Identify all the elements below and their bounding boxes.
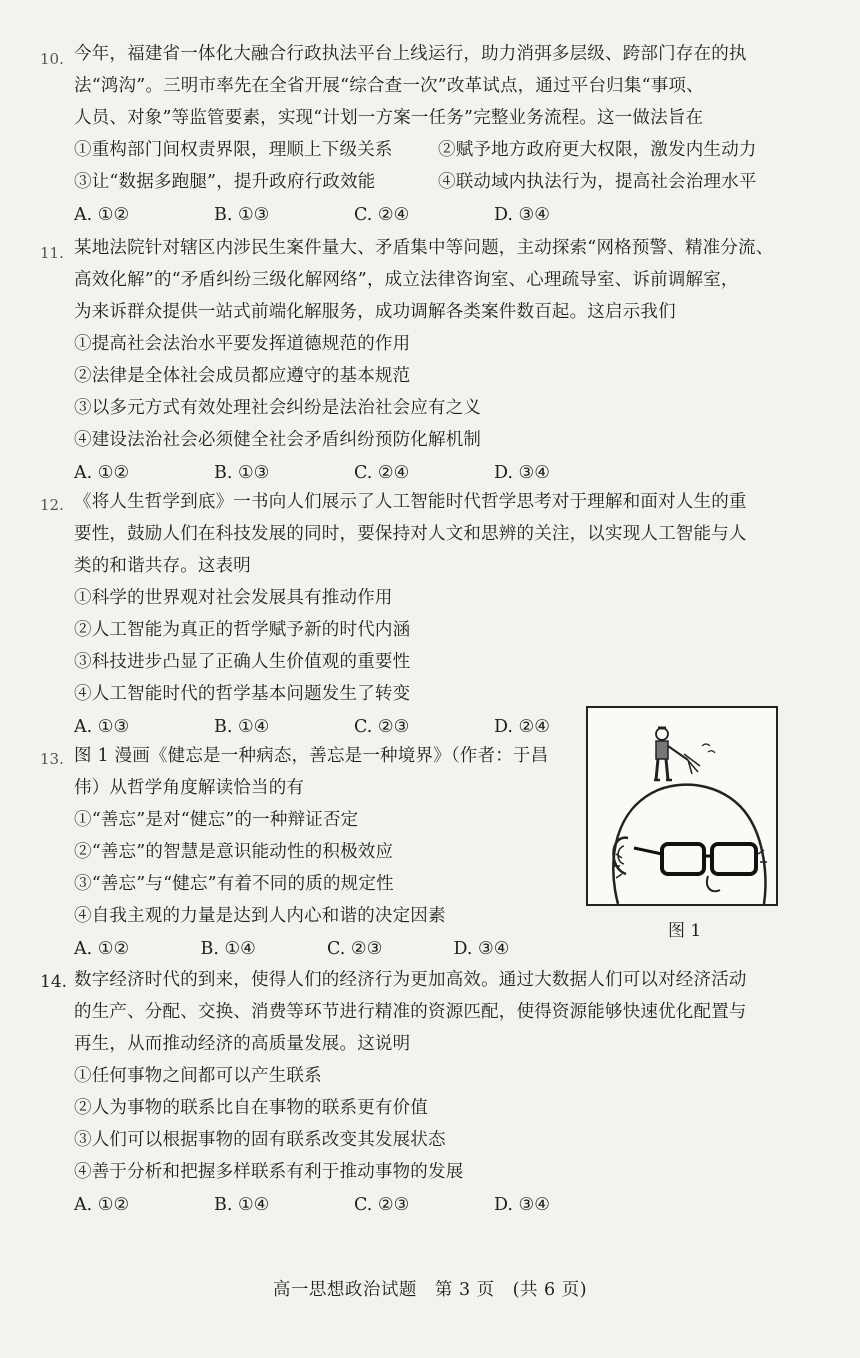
- choice-d: D. ③④: [494, 463, 550, 483]
- stem-line: 再生，从而推动经济的高质量发展。这说明: [74, 1034, 411, 1054]
- choice-a: A. ①③: [74, 717, 130, 737]
- option-list: [74, 328, 800, 456]
- page-footer: 高一思想政治试题 第 3 页 (共 6 页): [272, 1280, 588, 1300]
- answer-choices: [74, 932, 580, 966]
- stem-line: 《将人生哲学到底》一书向人们展示了人工智能时代哲学思考对于理解和面对人生的重: [74, 492, 747, 512]
- stem-line: 今年，福建省一体化大融合行政执法平台上线运行，助力消弭多层级、跨部门存在的执: [74, 44, 747, 64]
- stem-line: 人员、对象”等监管要素，实现“计划一方案一任务”完整业务流程。这一做法旨在: [74, 108, 704, 128]
- choice-c: C. ②③: [354, 1195, 410, 1215]
- cartoon-illustration: [588, 708, 776, 904]
- option-list: [74, 804, 580, 932]
- choice-b: B. ①③: [214, 205, 270, 225]
- choice-c: C. ②④: [354, 205, 410, 225]
- question-stem: [74, 38, 800, 134]
- stem-line: 要性，鼓励人们在科技发展的同时，要保持对人文和思辨的关注，以实现人工智能与人: [74, 524, 747, 544]
- choice-b: B. ①④: [200, 939, 256, 959]
- question-stem: [74, 740, 580, 804]
- choice-d: D. ③④: [494, 1195, 550, 1215]
- question-number: 11.: [40, 244, 64, 262]
- answer-choices: [74, 198, 800, 232]
- option-4: ④建设法治社会必须健全社会矛盾纠纷预防化解机制: [74, 430, 482, 450]
- option-list: [74, 134, 800, 198]
- choice-b: B. ①④: [214, 1195, 270, 1215]
- option-2: ②赋予地方政府更大权限，激发内生动力: [438, 140, 757, 160]
- choice-d: D. ③④: [494, 205, 550, 225]
- stem-line: 数字经济时代的到来，使得人们的经济行为更加高效。通过大数据人们可以对经济活动: [74, 970, 747, 990]
- choice-b: B. ①③: [214, 463, 270, 483]
- question-number: 12.: [40, 496, 64, 514]
- option-3: ③“善忘”与“健忘”有着不同的质的规定性: [74, 874, 394, 894]
- question-11: [40, 232, 800, 490]
- choice-b: B. ①④: [214, 717, 270, 737]
- option-3: ③以多元方式有效处理社会纠纷是法治社会应有之义: [74, 398, 482, 418]
- stem-line: 的生产、分配、交换、消费等环节进行精准的资源匹配，使得资源能够快速优化配置与: [74, 1002, 747, 1022]
- choice-a: A. ①②: [74, 939, 130, 959]
- option-4: ④善于分析和把握多样联系有利于推动事物的发展: [74, 1162, 464, 1182]
- figure-caption: 图 1: [668, 921, 702, 941]
- option-row: [74, 134, 800, 166]
- answer-choices: [74, 1188, 800, 1222]
- question-stem: [74, 964, 800, 1060]
- option-3: ③让“数据多跑腿”，提升政府行政效能: [74, 172, 376, 192]
- stem-line: 法“鸿沟”。三明市率先在全省开展“综合查一次”改革试点，通过平台归集“事项、: [74, 76, 704, 96]
- question-13: [40, 740, 580, 966]
- stem-line: 为来诉群众提供一站式前端化解服务，成功调解各类案件数百起。这启示我们: [74, 302, 676, 322]
- option-list: [74, 582, 800, 710]
- option-1: ①“善忘”是对“健忘”的一种辩证否定: [74, 810, 359, 830]
- choice-a: A. ①②: [74, 1195, 130, 1215]
- option-4: ④人工智能时代的哲学基本问题发生了转变: [74, 684, 411, 704]
- option-2: ②人为事物的联系比自在事物的联系更有价值: [74, 1098, 428, 1118]
- option-3: ③人们可以根据事物的固有联系改变其发展状态: [74, 1130, 446, 1150]
- stem-line: 图 1 漫画《健忘是一种病态，善忘是一种境界》（作者：于昌: [74, 746, 549, 766]
- question-number: 14.: [40, 972, 68, 992]
- option-1: ①任何事物之间都可以产生联系: [74, 1066, 322, 1086]
- option-3: ③科技进步凸显了正确人生价值观的重要性: [74, 652, 411, 672]
- choice-c: C. ②④: [354, 463, 410, 483]
- question-number: 10.: [40, 50, 64, 68]
- option-1: ①提高社会法治水平要发挥道德规范的作用: [74, 334, 411, 354]
- choice-c: C. ②③: [327, 939, 383, 959]
- stem-line: 伟）从哲学角度解读恰当的有: [74, 778, 305, 798]
- question-10: [40, 38, 800, 232]
- question-14: [40, 964, 800, 1222]
- stem-line: 某地法院针对辖区内涉民生案件量大、矛盾集中等问题，主动探索“网格预警、精准分流、: [74, 238, 774, 258]
- option-2: ②人工智能为真正的哲学赋予新的时代内涵: [74, 620, 411, 640]
- question-stem: [74, 486, 800, 582]
- question-stem: [74, 232, 800, 328]
- option-2: ②“善忘”的智慧是意识能动性的积极效应: [74, 842, 394, 862]
- option-row: [74, 166, 800, 198]
- option-4: ④联动域内执法行为，提高社会治理水平: [438, 172, 757, 192]
- option-4: ④自我主观的力量是达到人内心和谐的决定因素: [74, 906, 446, 926]
- answer-choices: [74, 456, 800, 490]
- choice-c: C. ②③: [354, 717, 410, 737]
- stem-line: 类的和谐共存。这表明: [74, 556, 251, 576]
- option-1: ①科学的世界观对社会发展具有推动作用: [74, 588, 393, 608]
- choice-d: D. ③④: [453, 939, 510, 959]
- stem-line: 高效化解”的“矛盾纠纷三级化解网络”，成立法律咨询室、心理疏导室、诉前调解室，: [74, 270, 739, 290]
- option-2: ②法律是全体社会成员都应遵守的基本规范: [74, 366, 411, 386]
- option-list: [74, 1060, 800, 1188]
- question-number: 13.: [40, 750, 64, 768]
- cartoon-figure: [586, 706, 778, 906]
- choice-a: A. ①②: [74, 205, 130, 225]
- choice-a: A. ①②: [74, 463, 130, 483]
- option-1: ①重构部门间权责界限，理顺上下级关系: [74, 140, 393, 160]
- choice-d: D. ②④: [494, 717, 550, 737]
